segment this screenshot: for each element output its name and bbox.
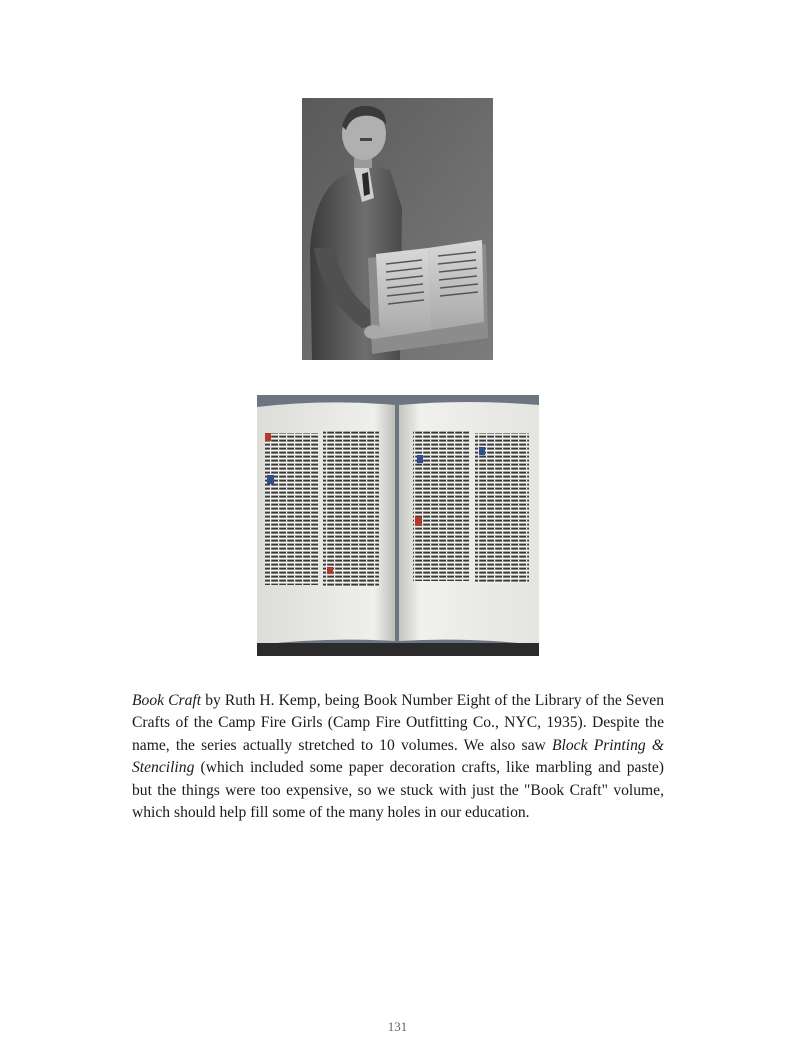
caption-second-book-title: Block Printing & Stenciling [132, 736, 665, 777]
caption-book-title: Book Craft [132, 692, 202, 709]
page-number: 131 [387, 1019, 408, 1034]
open-book-spread-image [257, 395, 539, 656]
caption-text-part-1: by Ruth H. Kemp, being Book Number Eight of the Library of the Seven Crafts of the Camp Fire Girls (Camp Fire Outfitting Co., NYC, 1935). Despite the name, the series actually stretched to 10 volumes. We also saw [132, 692, 665, 754]
man-with-large-book-image [302, 98, 493, 360]
photo-caption [132, 690, 664, 824]
caption-text-part-2: (which included some paper decoration crafts, like marbling and paste) but the things were too expensive, so we stuck with just the "Book Craft" volume, which should help fill some of the many holes in our education. [132, 759, 664, 822]
portrait-photo [302, 98, 493, 360]
open-book-photo [257, 395, 539, 656]
